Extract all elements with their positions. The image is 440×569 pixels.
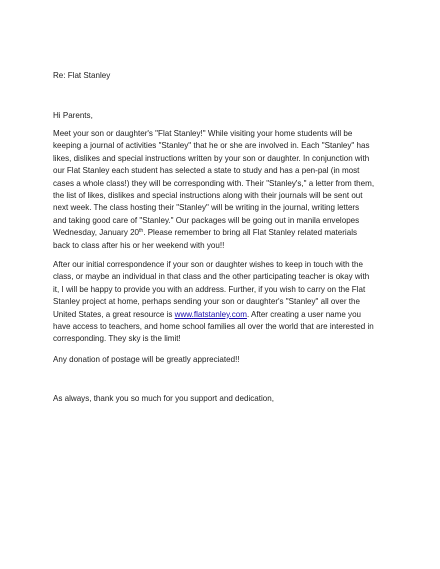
paragraph-2-line: it, I will be happy to provide you with an address. Further, if you wish to carry on the Flat: [53, 284, 366, 294]
paragraph-2-line: corresponding. They sky is the limit!: [53, 334, 181, 344]
paragraph-2-link-line: [53, 309, 387, 321]
paragraph-1-line: our Flat Stanley each student has selected a state to study and has a pen-pal (in most: [53, 166, 360, 176]
paragraph-1-line: Meet your son or daughter's "Flat Stanley!" While visiting your home students will be: [53, 129, 353, 138]
link-trail-text: . After creating a user name you: [246, 309, 362, 319]
date-suffix: th: [139, 228, 144, 235]
paragraph-1-line: likes, dislikes and special instructions written by your son or daughter. In conjunction with: [53, 153, 370, 163]
closing-line: As always, thank you so much for you support and dedication,: [53, 394, 274, 403]
paragraph-1-line: and taking good care of "Stanley." Our packages will be going out in manila envelopes: [53, 215, 360, 225]
paragraph-1-line: next week. The class hosting their "Stanley" will be writing in the journal, writing letters: [53, 203, 360, 213]
paragraph-2-line: have access to teachers, and home school families all over the world that are interested in: [53, 322, 374, 332]
flatstanley-link[interactable]: www.flatstanley.com: [174, 309, 247, 319]
paragraph-2-line: class, or maybe an individual in that class and the other participating teacher is okay with: [53, 272, 370, 282]
date-text: Wednesday, January 20: [53, 228, 140, 238]
link-lead-text: United States, a great resource is: [53, 309, 175, 319]
greeting: Hi Parents,: [53, 111, 93, 120]
paragraph-2-line: Stanley project at home, perhaps sending your son or daughter's "Stanley" all over the: [53, 297, 360, 307]
postage-note: Any donation of postage will be greatly appreciated!!: [53, 355, 240, 364]
paragraph-1-line: cases a whole class!) they will be corresponding with. Their "Stanley's," a letter from them,: [53, 178, 375, 188]
paragraph-2-line: After our initial correspondence if your son or daughter wishes to keep in touch with the: [53, 260, 363, 269]
date-line-rest: . Please remember to bring all Flat Stanley related materials: [143, 228, 358, 238]
subject-line: Re: Flat Stanley: [53, 71, 111, 80]
paragraph-1-line: the list of likes, dislikes and special instructions along with their journals will be sent out: [53, 191, 363, 201]
paragraph-1-date-line: [53, 227, 387, 239]
paragraph-1-line: back to class after his or her weekend with you!!: [53, 240, 225, 250]
paragraph-1: [53, 128, 387, 252]
paragraph-2: [53, 259, 387, 346]
paragraph-1-line: keeping a journal of activities "Stanley" that he or she are involved in. Each "Stanley" has: [53, 141, 370, 151]
